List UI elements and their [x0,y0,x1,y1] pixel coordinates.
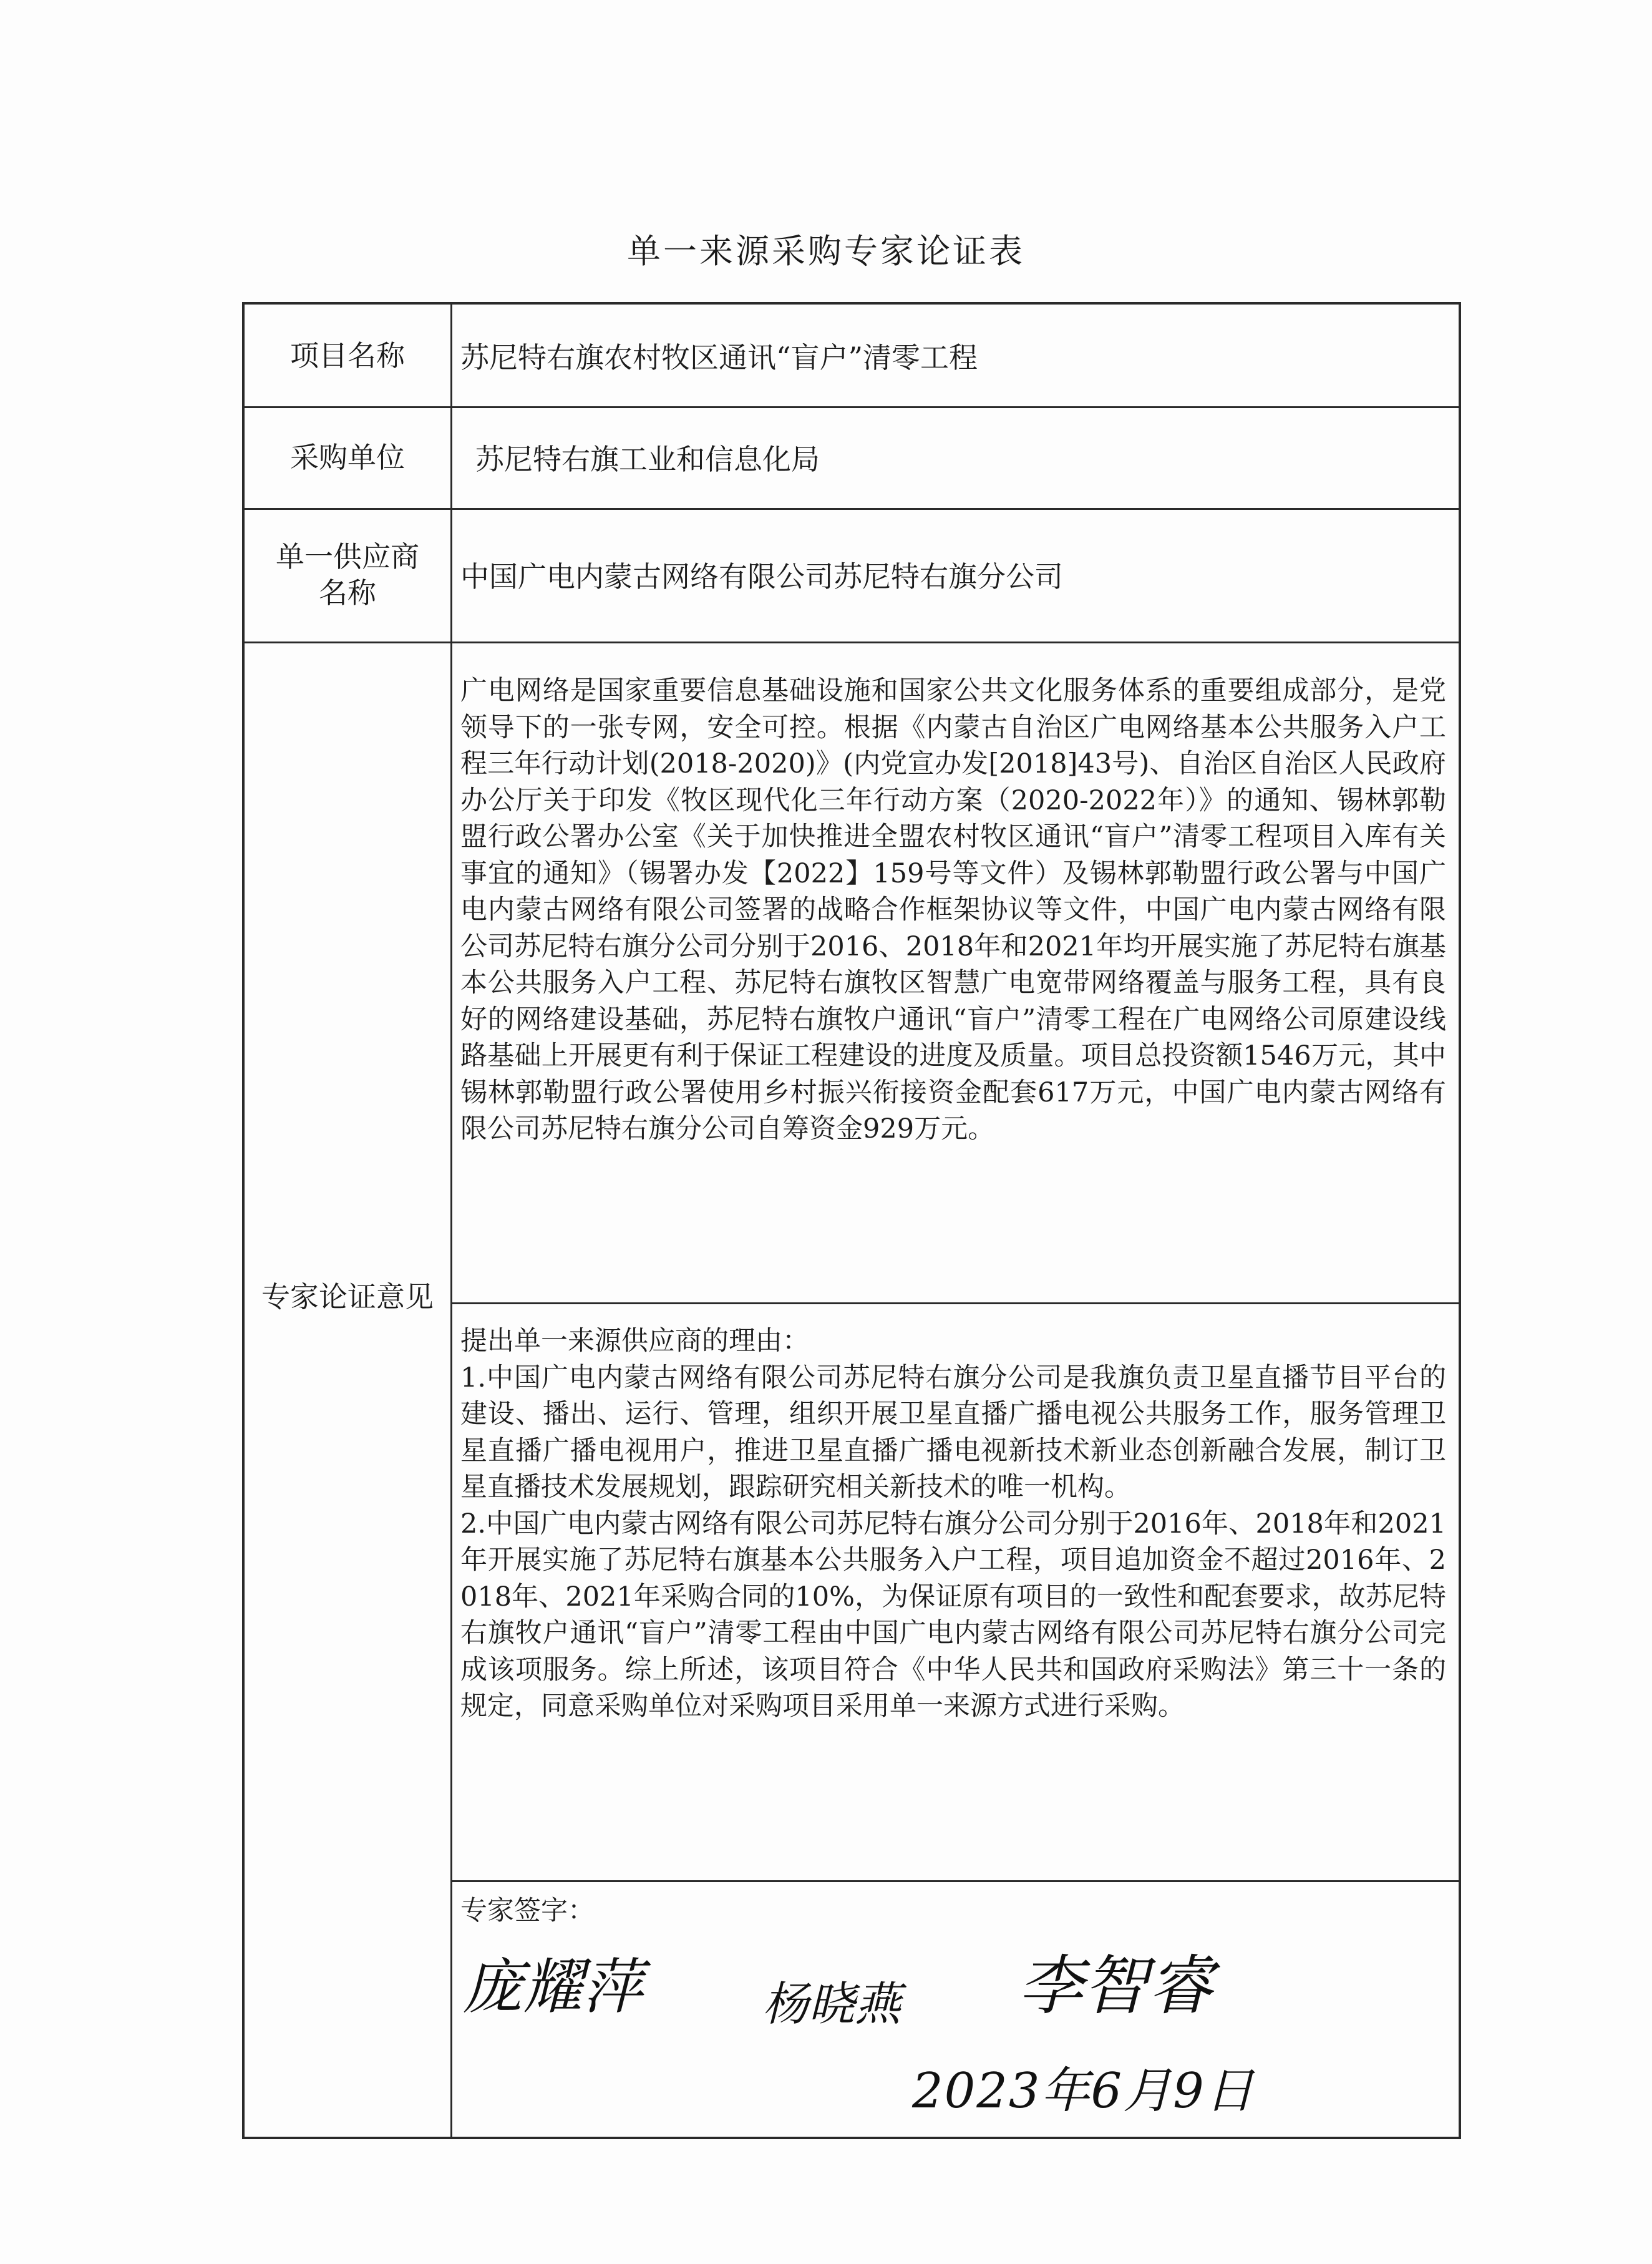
expert-opinion-reasons: 提出单一来源供应商的理由： 1.中国广电内蒙古网络有限公司苏尼特右旗分公司是我旗负责卫星直播节目平台的建设、播出、运行、管理，组织开展卫星直播广播电视公共服务工作，服务管理卫星直播广播电视用户，推进卫星直播广播电视新技术新业态创新融合发展，制订卫星直播技术发展规划，跟踪研究相关新技术的唯一机构。 2.中国广电内蒙古网络有限公司苏尼特右旗分公司分别于2016年、2018年和2021年开展实施了苏尼特右旗基本公共服务入户工程，项目追加资金不超过2016年、2018年、2021年采购合同的10%，为保证原有项目的一致性和配套要求，故苏尼特右旗牧户通讯“盲户”清零工程由中国广电内蒙古网络有限公司苏尼特右旗分公司完成该项服务。综上所述，该项目符合《中华人民共和国政府采购法》第三十一条的规定，同意采购单位对采购项目采用单一来源方式进行采购。 [460,1325,1446,1722]
row-divider [452,1880,1459,1882]
purchaser-label: 采购单位 [290,440,405,474]
column-divider [450,305,452,2137]
supplier-value: 中国广电内蒙古网络有限公司苏尼特右旗分公司 [460,560,1063,593]
signature-label: 专家签字： [460,1895,595,1926]
signature-1: 庞耀萍 [463,1952,643,2022]
project-name-label: 项目名称 [290,338,405,373]
supplier-label: 单一供应商名称 [276,540,419,610]
project-name-value: 苏尼特右旗农村牧区通讯“盲户”清零工程 [460,340,978,374]
expert-opinion-background: 广电网络是国家重要信息基础设施和国家公共文化服务体系的重要组成部分，是党领导下的一张专网，安全可控。根据《内蒙古自治区广电网络基本公共服务入户工程三年行动计划(2018-2020)》(内党宣办发[2018]43号)、自治区自治区人民政府办公厅关于印发《牧区现代化三年行动方案（2020-2022年）》的通知、锡林郭勒盟行政公署办公室《关于加快推进全盟农村牧区通讯“盲户”清零工程项目入库有关事宜的通知》（锡署办发【2022】159号等文件）及锡林郭勒盟行政公署与中国广电内蒙古网络有限公司签署的战略合作框架协议等文件，中国广电内蒙古网络有限公司苏尼特右旗分公司分别于2016、2018年和2021年均开展实施了苏尼特右旗基本公共服务入户工程、苏尼特右旗牧区智慧广电宽带网络覆盖与服务工程，具有良好的网络建设基础，苏尼特右旗牧户通讯“盲户”清零工程在广电网络公司原建设线路基础上开展更有利于保证工程建设的进度及质量。项目总投资额1546万元，其中锡林郭勒盟行政公署使用乡村振兴衔接资金配套617万元，中国广电内蒙古网络有限公司苏尼特右旗分公司自筹资金929万元。 [460,675,1446,1144]
signature-3: 李智睿 [1018,1948,1213,2024]
purchaser-value: 苏尼特右旗工业和信息化局 [475,442,820,476]
form-table [242,302,1461,2139]
signature-date: 2023年6月9日 [912,2063,1255,2119]
row-divider [452,1302,1459,1304]
document-title: 单一来源采购专家论证表 [627,232,1025,271]
expert-opinion-label: 专家论证意见 [261,1280,434,1314]
signature-2: 杨晓燕 [762,1978,901,2031]
row-divider [245,642,1459,643]
